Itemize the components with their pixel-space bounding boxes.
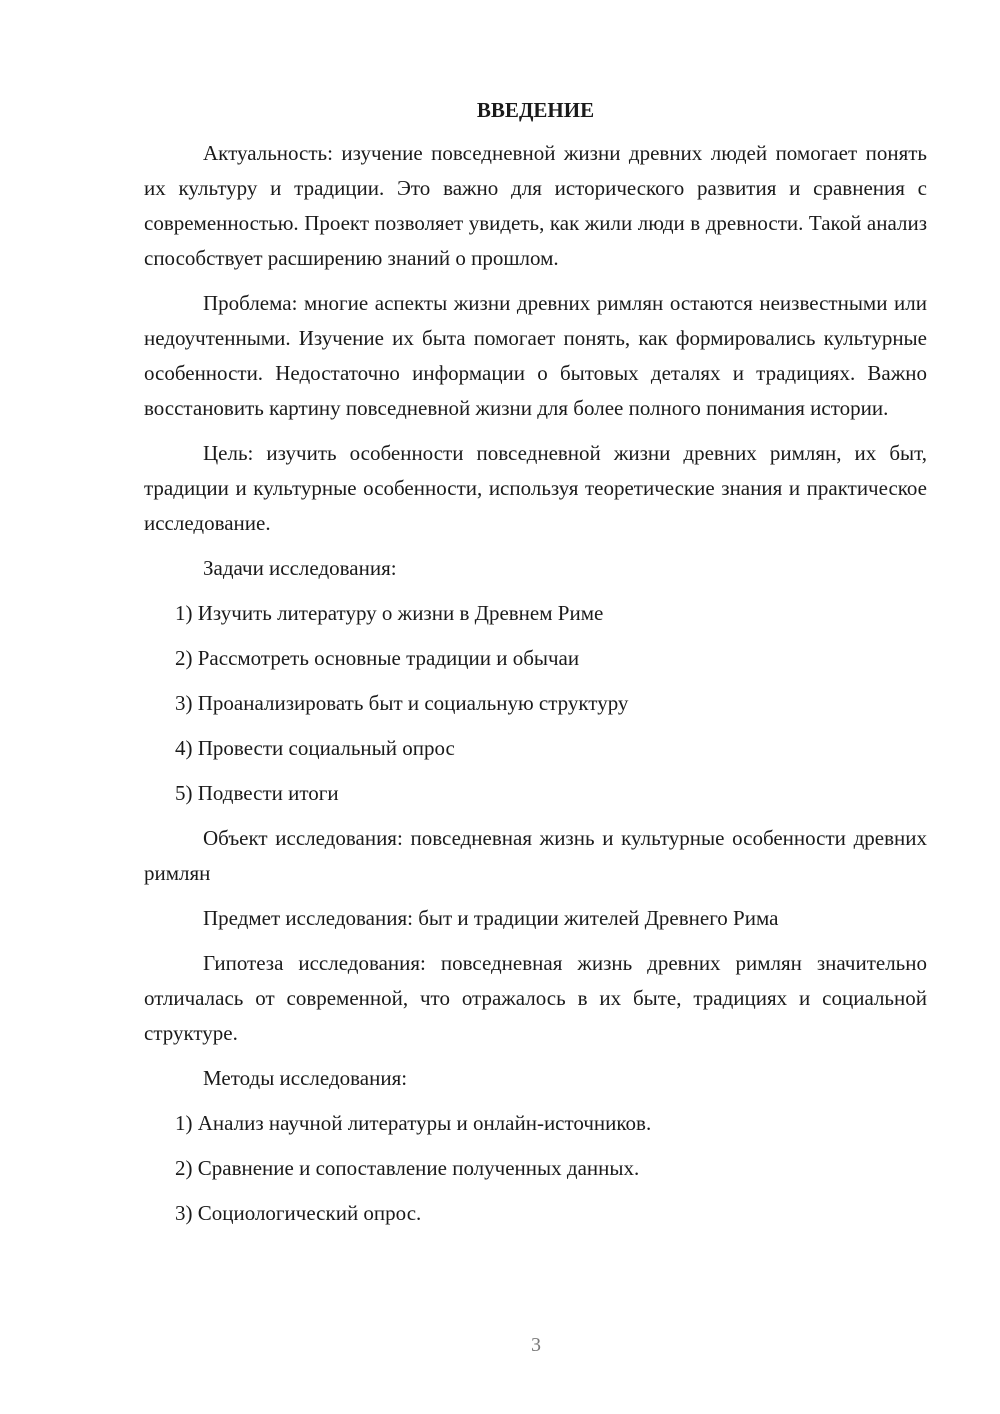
page-number: 3 xyxy=(531,1334,541,1356)
task-item-2: 2) Рассмотреть основные традиции и обычаи xyxy=(175,646,580,670)
task-item-3: 3) Проанализировать быт и социальную структуру xyxy=(175,691,629,715)
method-item-3: 3) Социологический опрос. xyxy=(175,1201,422,1225)
subject-paragraph: Предмет исследования: быт и традиции жителей Древнего Рима xyxy=(203,906,779,930)
relevance-paragraph: Актуальность: изучение повседневной жизни древних людей помогает понять их культуру и традиции. Это важно для исторического развития и сравнения с современностью. Проект позволяет увидеть, как жили люди в древности. Такой анализ способствует расширению знаний о прошлом. xyxy=(144,141,927,270)
method-item-1: 1) Анализ научной литературы и онлайн-источников. xyxy=(175,1111,652,1135)
task-item-1: 1) Изучить литературу о жизни в Древнем Риме xyxy=(175,601,604,625)
document-page xyxy=(144,96,927,1241)
problem-paragraph: Проблема: многие аспекты жизни древних римлян остаются неизвестными или недоучтенными. Изучение их быта помогает понять, как формировались культурные особенности. Недостаточно информации о бытовых деталях и традициях. Важно восстановить картину повседневной жизни для более полного понимания истории. xyxy=(144,291,927,420)
task-item-4: 4) Провести социальный опрос xyxy=(175,736,455,760)
task-item-5: 5) Подвести итоги xyxy=(175,781,339,805)
object-paragraph: Объект исследования: повседневная жизнь и культурные особенности древних римлян xyxy=(144,826,927,885)
methods-heading: Методы исследования: xyxy=(203,1066,408,1090)
hypothesis-paragraph: Гипотеза исследования: повседневная жизнь древних римлян значительно отличалась от современной, что отражалось в их быте, традициях и социальной структуре. xyxy=(144,951,927,1045)
tasks-heading: Задачи исследования: xyxy=(203,556,397,580)
goal-paragraph: Цель: изучить особенности повседневной жизни древних римлян, их быт, традиции и культурные особенности, используя теоретические знания и практическое исследование. xyxy=(144,441,927,535)
method-item-2: 2) Сравнение и сопоставление полученных данных. xyxy=(175,1156,640,1180)
section-title: ВВЕДЕНИЕ xyxy=(476,98,595,122)
